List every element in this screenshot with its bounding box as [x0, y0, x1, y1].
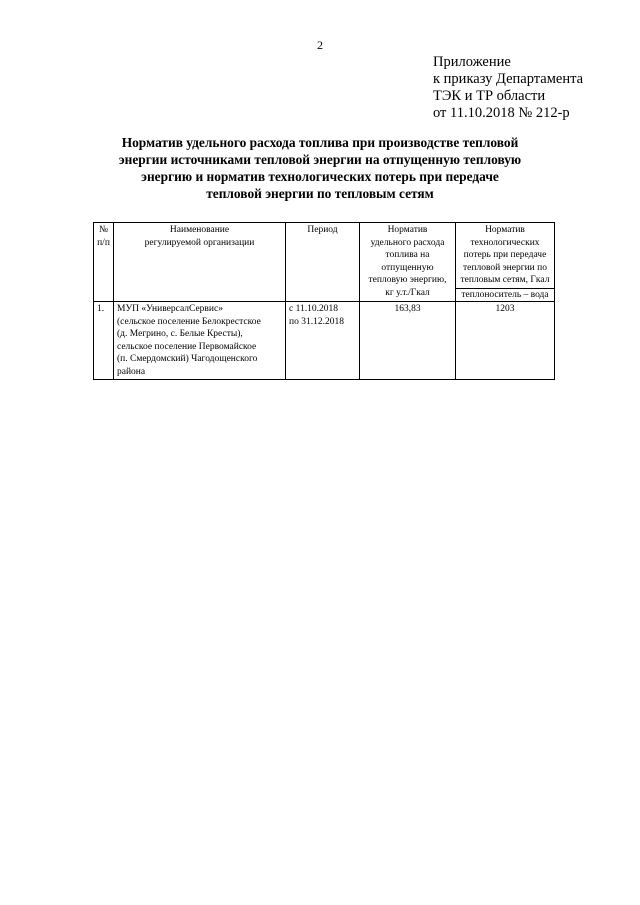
header-loss-norm: Норматив технологических потерь при передаче тепловой энергии по тепловым сетям, Гкал теплоноситель – вода: [456, 223, 555, 302]
header-organization: Наименование регулируемой организации: [114, 223, 286, 302]
appendix-line: Приложение: [433, 54, 511, 70]
appendix-line: ТЭК и ТР области: [433, 88, 546, 104]
row-loss-norm: 1203: [456, 302, 555, 380]
row-fuel-norm: 163,83: [360, 302, 456, 380]
row-period: с 11.10.2018 по 31.12.2018: [286, 302, 360, 380]
title-line: тепловой энергии по тепловым сетям: [206, 186, 434, 201]
table-header-row: [94, 223, 555, 302]
title-line: энергию и норматив технологических потерь при передаче: [141, 169, 499, 184]
header-period: Период: [286, 223, 360, 302]
header-loss-carrier: теплоноситель – вода: [456, 288, 554, 302]
row-organization: МУП «УниверсалСервис» (сельское поселение Белокрестское (д. Мегрино, с. Белые Кресты), сельское поселение Первомайское (п. Смердомский) Чагодощенского района: [114, 302, 286, 380]
row-num: 1.: [94, 302, 114, 380]
appendix-line: к приказу Департамента: [433, 71, 584, 87]
document-title: [100, 134, 540, 202]
appendix-header: [433, 54, 583, 122]
title-line: энергии источниками тепловой энергии на отпущенную тепловую: [118, 152, 522, 167]
appendix-line: от 11.10.2018 № 212-р: [433, 105, 570, 121]
title-line: Норматив удельного расхода топлива при производстве тепловой: [121, 135, 519, 150]
norms-table: [93, 222, 555, 380]
header-fuel-norm: Норматив удельного расхода топлива на отпущенную тепловую энергию, кг у.т./Гкал: [360, 223, 456, 302]
table-row: [94, 302, 555, 380]
page-number: 2: [317, 38, 323, 52]
header-num: № п/п: [94, 223, 114, 302]
